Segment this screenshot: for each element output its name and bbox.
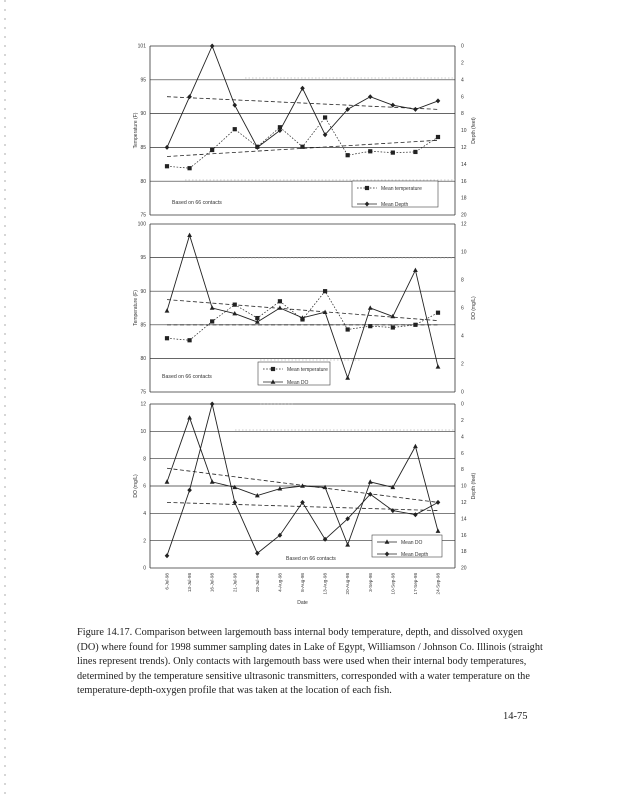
legend-label: Mean Depth [381, 201, 409, 208]
x-tick-label: 16-Jul-98 [209, 573, 215, 593]
right-tick-label: 14 [461, 516, 467, 523]
data-point [391, 325, 395, 329]
right-tick-label: 16 [461, 178, 467, 185]
data-point [413, 107, 418, 112]
right-tick-label: 10 [461, 483, 467, 490]
data-point [278, 305, 283, 309]
data-point [345, 542, 350, 546]
data-point [210, 305, 215, 309]
right-tick-label: 12 [461, 221, 467, 228]
left-tick-label: 0 [143, 565, 146, 572]
data-point [436, 135, 440, 139]
data-point [368, 305, 373, 309]
left-tick-label: 90 [140, 111, 146, 118]
right-tick-label: 2 [461, 60, 464, 67]
left-tick-label: 95 [140, 255, 146, 262]
right-axis-label: DO (mg/L) [471, 296, 477, 320]
x-tick-label: 4-Aug-98 [277, 573, 283, 592]
data-point [436, 364, 441, 368]
legend-label: Mean temperature [287, 366, 328, 373]
series-line [167, 235, 438, 378]
x-tick-label: 13-Jul-98 [187, 573, 193, 593]
x-tick-label: 8-Aug-98 [300, 573, 305, 592]
right-tick-label: 0 [461, 401, 464, 408]
right-tick-label: 6 [461, 450, 464, 457]
data-point [187, 94, 192, 99]
data-point [232, 103, 237, 108]
data-point [323, 115, 327, 119]
x-tick-label: 28-Jul-98 [254, 573, 260, 593]
left-tick-label: 12 [140, 401, 146, 408]
x-tick-label: 10-Sep-98 [390, 573, 396, 595]
data-point [210, 479, 215, 483]
series-line [167, 46, 438, 147]
do-depth-chart [0, 398, 618, 614]
x-axis-label: Date [297, 600, 308, 606]
right-tick-label: 18 [461, 549, 467, 556]
data-point [210, 148, 214, 152]
contacts-note: Based on 66 contacts [162, 374, 212, 380]
data-point [346, 153, 350, 157]
data-point [210, 44, 215, 49]
data-point [413, 323, 417, 327]
data-point [210, 402, 215, 407]
data-point [345, 375, 350, 379]
right-tick-label: 4 [461, 77, 464, 84]
x-tick-label: 24-Sep-98 [435, 573, 441, 595]
left-tick-label: 80 [140, 178, 146, 185]
left-tick-label: 10 [140, 428, 146, 435]
temperature-do-chart [0, 220, 618, 398]
left-tick-label: 101 [137, 43, 146, 50]
data-point [300, 145, 304, 149]
right-tick-label: 4 [461, 333, 464, 340]
data-point [300, 86, 305, 91]
data-point [187, 166, 191, 170]
contacts-note: Based on 66 contacts [172, 200, 222, 206]
data-point [368, 324, 372, 328]
legend-label: Mean DO [287, 379, 309, 386]
data-point [323, 289, 327, 293]
data-point [165, 308, 170, 312]
right-tick-label: 12 [461, 145, 467, 151]
left-tick-label: 2 [143, 538, 146, 545]
right-tick-label: 10 [461, 128, 467, 135]
series-line [167, 418, 438, 545]
left-tick-label: 8 [143, 456, 146, 463]
legend-label: Mean DO [401, 539, 423, 546]
right-tick-label: 0 [461, 43, 464, 50]
trend-line [167, 97, 438, 110]
x-tick-label: 20-Aug-98 [345, 573, 351, 595]
left-tick-label: 90 [140, 288, 146, 295]
data-point [391, 151, 395, 155]
left-tick-label: 85 [140, 145, 146, 151]
right-tick-label: 10 [461, 249, 467, 256]
right-tick-label: 20 [461, 212, 467, 219]
legend-label: Mean Depth [401, 551, 429, 558]
data-point [436, 311, 440, 315]
right-tick-label: 8 [461, 277, 464, 284]
data-point [278, 299, 282, 303]
data-point [368, 479, 373, 483]
data-point [187, 233, 192, 237]
contacts-note: Based on 66 contacts [286, 556, 336, 562]
right-tick-label: 8 [461, 467, 464, 474]
data-point [233, 127, 237, 131]
left-axis-label: Temperature (F) [133, 290, 139, 326]
data-point [165, 164, 169, 168]
data-point [165, 145, 170, 150]
data-point [436, 529, 441, 533]
right-tick-label: 12 [461, 500, 467, 506]
data-point [187, 415, 192, 419]
x-tick-label: 13-Aug-98 [322, 573, 328, 595]
data-point [165, 553, 170, 558]
page-number: 14-75 [503, 711, 528, 722]
right-tick-label: 8 [461, 111, 464, 118]
right-tick-label: 14 [461, 161, 467, 168]
x-tick-label: 3-Sep-98 [367, 573, 373, 592]
data-point [165, 479, 170, 483]
right-tick-label: 20 [461, 565, 467, 572]
left-tick-label: 75 [140, 212, 146, 219]
data-point [436, 98, 441, 103]
left-tick-label: 75 [140, 389, 146, 396]
x-tick-label: 6-Jul-98 [164, 573, 170, 590]
data-point [413, 444, 418, 448]
right-tick-label: 4 [461, 434, 464, 441]
right-axis-label: Depth (feet) [471, 472, 477, 500]
right-tick-label: 2 [461, 418, 464, 424]
figure-caption: Figure 14.17. Comparison between largemouth bass internal body temperature, depth, and dissolved oxygen (DO) where found for 1998 summer sampling dates in Lake of Egypt, Williamson / Johnson Co. Illinois (straight lines represent trends). Only contacts with largemouth bass were used when their internal body temperatures, determined by the temperature sensitive ultrasonic transmitters, corresponded with a water temperature on the temperature-depth-oxygen profile that was taken at the location of each fish. [77, 627, 543, 697]
left-tick-label: 95 [140, 77, 146, 84]
data-point [346, 327, 350, 331]
right-tick-label: 6 [461, 94, 464, 101]
left-tick-label: 85 [140, 322, 146, 329]
data-point [413, 150, 417, 154]
left-tick-label: 6 [143, 483, 146, 490]
left-axis-label: Temperature (F) [133, 112, 139, 149]
right-axis-label: Depth (feet) [471, 117, 477, 144]
right-tick-label: 6 [461, 305, 464, 312]
legend-marker [271, 367, 275, 371]
x-tick-label: 21-Jul-98 [232, 573, 238, 593]
data-point [233, 303, 237, 307]
data-point [368, 94, 373, 99]
right-tick-label: 0 [461, 389, 464, 396]
data-point [413, 512, 418, 517]
data-point [187, 488, 192, 493]
data-point [187, 338, 191, 342]
left-tick-label: 100 [137, 221, 146, 228]
left-tick-label: 4 [143, 510, 146, 517]
legend-marker [365, 186, 369, 190]
data-point [413, 268, 418, 272]
temperature-depth-chart [0, 40, 618, 222]
data-point [368, 149, 372, 153]
right-tick-label: 16 [461, 532, 467, 539]
data-point [210, 319, 214, 323]
legend-label: Mean temperature [381, 185, 422, 192]
x-tick-label: 17-Sep-98 [412, 573, 418, 595]
left-tick-label: 80 [140, 356, 146, 362]
right-tick-label: 2 [461, 361, 464, 368]
right-tick-label: 18 [461, 195, 467, 202]
data-point [165, 336, 169, 340]
data-point [436, 500, 441, 505]
left-axis-label: DO (mg/L) [133, 474, 139, 498]
